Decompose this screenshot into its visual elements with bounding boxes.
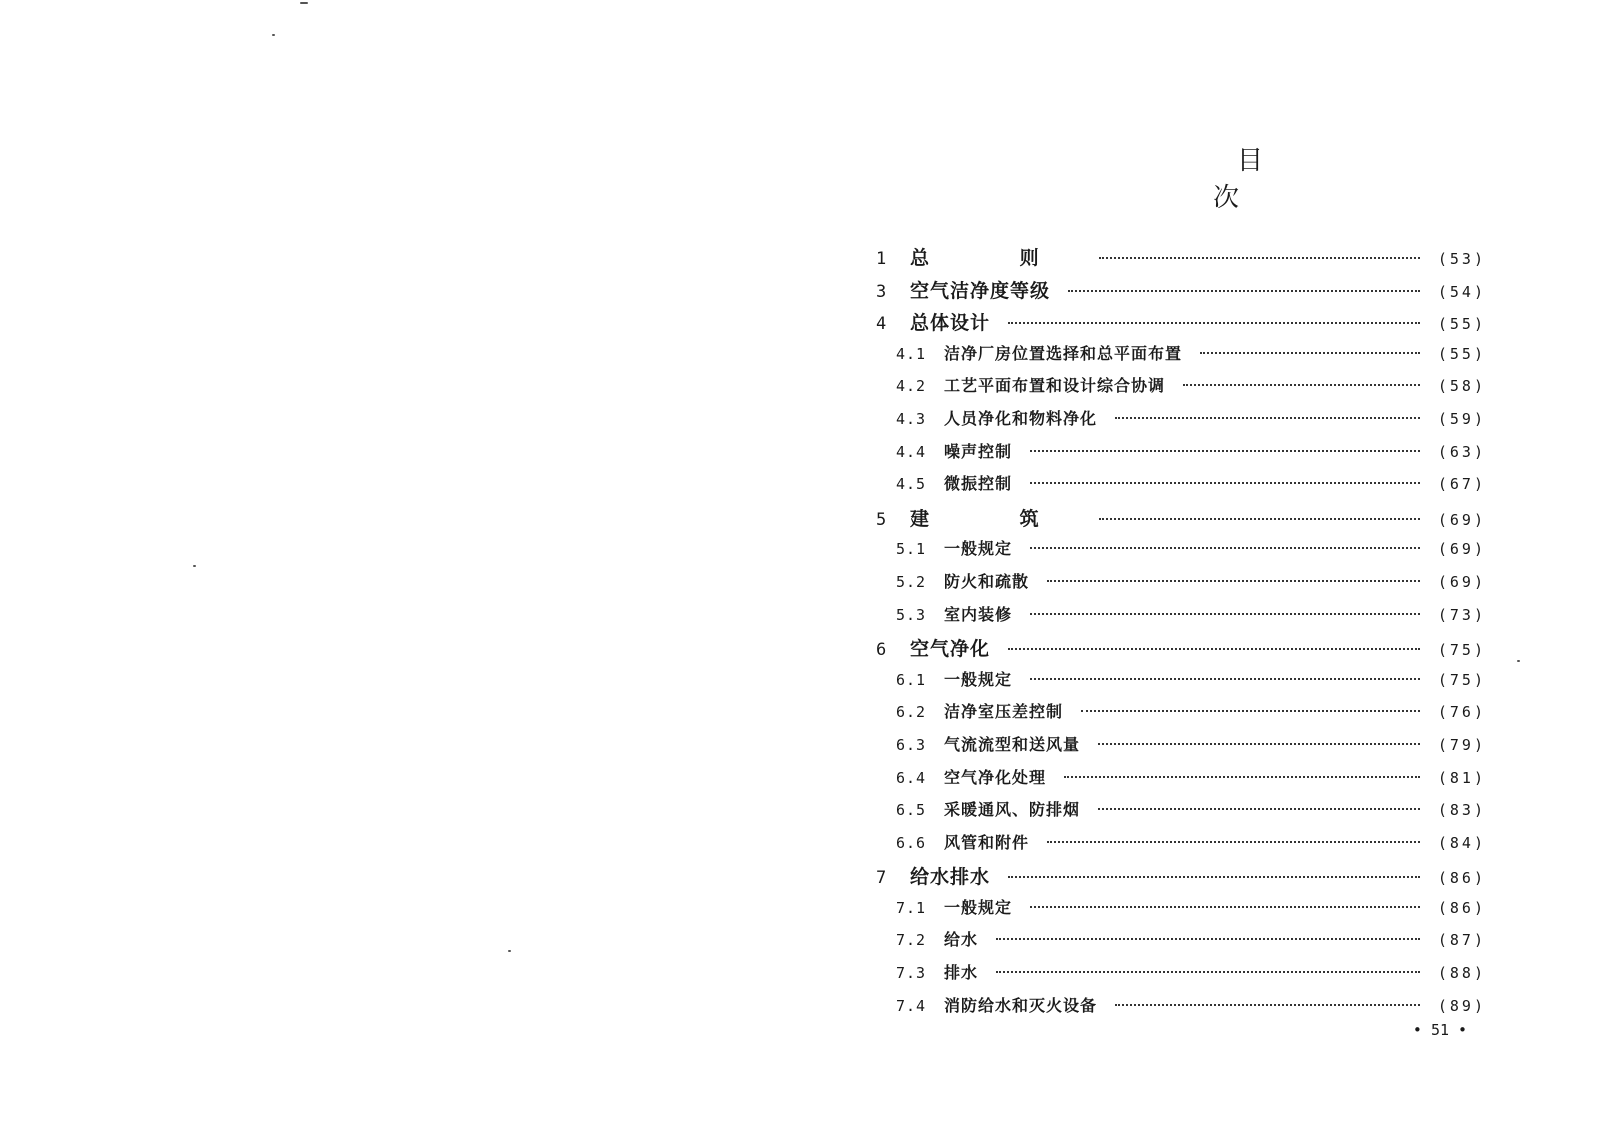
scan-speck [508,950,511,952]
toc-entry-number: 4.2 [896,377,927,396]
toc-entry-number: 6.4 [896,768,927,787]
toc-entry-label: 一般规定 [944,669,1013,689]
dot-leader [1081,710,1420,712]
toc-entry-number: 7.2 [896,931,927,950]
toc-entry-label: 总体设计 [910,312,991,335]
dot-leader [1008,322,1420,324]
toc-entry-number: 5.2 [896,572,927,591]
toc-entry-number: 5.3 [896,605,927,624]
toc-entry-page: (76) [1437,703,1486,722]
dot-leader [1064,776,1420,778]
toc-entry-page: (75) [1437,641,1486,660]
toc-title: 目 次 [1212,146,1311,213]
toc-entry-section[interactable] [876,569,1486,602]
toc-entry-section[interactable] [876,993,1486,1026]
toc-entry-page: (75) [1437,670,1486,689]
dot-leader [1098,743,1420,745]
toc-entry-label: 空气洁净度等级 [910,279,1051,302]
toc-entry-number: 4.4 [896,442,927,461]
toc-entry-label: 洁净厂房位置选择和总平面布置 [944,343,1183,363]
toc-entry-page: (86) [1437,869,1486,888]
dot-leader [1115,417,1420,419]
dot-leader [1183,384,1420,386]
toc-entry-section[interactable] [876,602,1486,635]
dot-leader [1008,876,1420,878]
toc-entry-page: (69) [1437,510,1486,529]
toc-entry-label: 一般规定 [944,539,1013,559]
toc-entry-label: 给水排水 [910,866,991,889]
toc-entry-chapter[interactable] [876,276,1486,309]
toc-entry-number: 4.5 [896,475,927,494]
toc-entry-page: (86) [1437,898,1486,917]
toc-entry-number: 1 [876,249,887,269]
toc-entry-page: (73) [1437,605,1486,624]
toc-entry-page: (53) [1437,250,1486,268]
toc-entry-section[interactable] [876,373,1486,406]
toc-entry-page: (84) [1437,833,1486,852]
toc-entry-number: 4.1 [896,344,927,363]
toc-entry-section[interactable] [876,536,1486,569]
toc-entry-section[interactable] [876,797,1486,830]
toc-entry-label: 气流流型和送风量 [944,734,1081,754]
dot-leader [1030,547,1420,549]
toc-entry-page: (67) [1437,475,1486,494]
page-number: • 51 • [1412,1021,1468,1039]
scan-speck [1517,660,1520,662]
scan-speck [272,34,275,36]
toc-entry-page: (89) [1437,996,1486,1015]
toc-entry-section[interactable] [876,895,1486,928]
toc-entry-chapter[interactable] [876,504,1486,537]
toc-entry-section[interactable] [876,699,1486,732]
toc-entry-chapter[interactable] [876,243,1486,276]
toc-entry-page: (87) [1437,931,1486,950]
toc-entry-number: 6.6 [896,833,927,852]
dot-leader [1099,257,1420,259]
toc-entry-label: 防火和疏散 [944,571,1030,591]
toc-entry-number: 4.3 [896,409,927,428]
toc-entry-label: 工艺平面布置和设计综合协调 [944,376,1166,396]
toc-entry-number: 7.3 [896,964,927,983]
toc-entry-label: 室内装修 [944,604,1013,624]
toc-entry-section[interactable] [876,765,1486,798]
toc-entry-page: (83) [1437,801,1486,820]
toc-page [800,0,1600,1131]
toc-entry-number: 5 [876,509,887,530]
toc-entry-label: 一般规定 [944,897,1013,917]
toc-entry-number: 6.2 [896,703,927,722]
toc-entry-number: 6 [876,640,887,661]
toc-entry-number: 6.5 [896,801,927,820]
toc-entry-section[interactable] [876,927,1486,960]
toc-entry-page: (79) [1437,735,1486,754]
dot-leader [1030,450,1420,452]
dot-leader [1099,518,1420,520]
toc-entry-page: (55) [1437,315,1486,334]
toc-entry-number: 7 [876,868,887,889]
dot-leader [1200,352,1420,354]
toc-entry-label: 风管和附件 [944,832,1030,852]
toc-entry-chapter[interactable] [876,308,1486,341]
toc-entry-page: (69) [1437,540,1486,559]
toc-entry-chapter[interactable] [876,862,1486,895]
toc-entry-number: 6.1 [896,670,927,689]
dot-leader [1115,1004,1420,1006]
dot-leader [1047,841,1420,843]
toc-entry-number: 4 [876,314,887,335]
toc-entry-label: 微振控制 [944,474,1013,494]
toc-entry-page: (69) [1437,572,1486,591]
toc-entry-page: (63) [1437,442,1486,461]
dot-leader [996,938,1420,940]
toc-entry-section[interactable] [876,960,1486,993]
toc-entry-label: 总 则 [910,247,1081,269]
toc-entry-label: 排水 [944,963,979,983]
toc-entry-page: (88) [1437,964,1486,983]
toc-entry-page: (59) [1437,409,1486,428]
toc-entry-label: 消防给水和灭火设备 [944,995,1098,1015]
toc-entry-chapter[interactable] [876,634,1486,667]
toc-entry-number: 6.3 [896,735,927,754]
dot-leader [1068,290,1420,292]
toc-entry-page: (54) [1437,282,1486,301]
toc-entry-section[interactable] [876,406,1486,439]
toc-entry-label: 空气净化 [910,638,991,661]
toc-list [876,243,1486,1025]
toc-entry-page: (81) [1437,768,1486,787]
dot-leader [1047,580,1420,582]
dot-leader [1098,808,1420,810]
toc-entry-number: 7.4 [896,996,927,1015]
toc-entry-page: (58) [1437,377,1486,396]
dot-leader [996,971,1420,973]
toc-entry-page: (55) [1437,344,1486,363]
toc-entry-section[interactable] [876,732,1486,765]
dot-leader [1030,678,1420,680]
scan-speck [193,565,196,567]
toc-entry-number: 7.1 [896,898,927,917]
toc-entry-label: 建 筑 [910,507,1081,530]
dot-leader [1030,906,1420,908]
toc-entry-section[interactable] [876,830,1486,863]
toc-entry-section[interactable] [876,341,1486,374]
scan-speck [300,2,308,4]
dot-leader [1030,482,1420,484]
dot-leader [1030,613,1420,615]
toc-entry-section[interactable] [876,471,1486,504]
toc-entry-label: 给水 [944,930,979,950]
toc-entry-label: 空气净化处理 [944,767,1047,787]
dot-leader [1008,648,1420,650]
toc-entry-number: 5.1 [896,540,927,559]
toc-entry-label: 采暖通风、防排烟 [944,800,1081,820]
toc-entry-label: 洁净室压差控制 [944,702,1064,722]
toc-entry-section[interactable] [876,439,1486,472]
toc-entry-section[interactable] [876,667,1486,700]
toc-entry-number: 3 [876,281,887,302]
toc-entry-label: 噪声控制 [944,441,1013,461]
toc-entry-label: 人员净化和物料净化 [944,408,1098,428]
